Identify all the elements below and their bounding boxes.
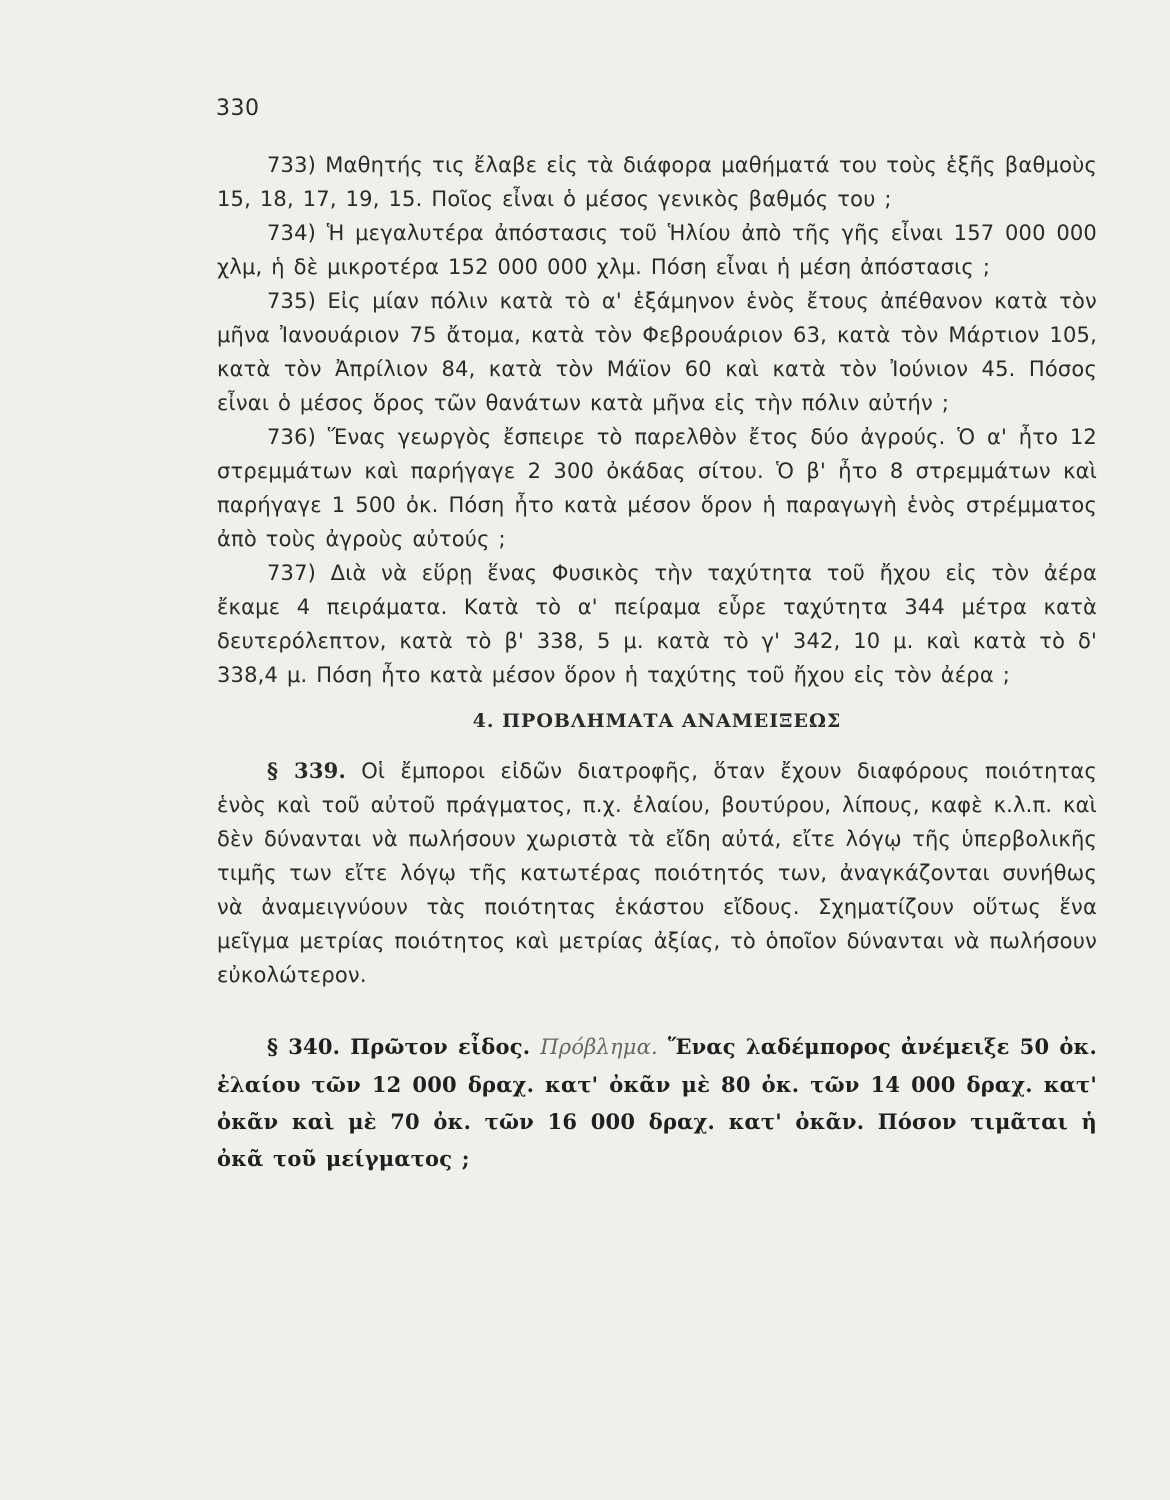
page-number: 330	[216, 96, 260, 121]
paragraph-339-text: Οἱ ἔμποροι εἰδῶν διατροφῆς, ὅταν ἔχουν διαφόρους ποιότητας ἑνὸς καὶ τοῦ αὐτοῦ πράγματος, π.χ. ἐλαίου, βουτύρου, λίπους, καφὲ κ.λ.π. καὶ δὲν δύνανται νὰ πωλήσουν χωριστὰ τὰ εἴδη αὐτά, εἴτε λόγῳ τῆς ὑπερβολικῆς τιμῆς των εἴτε λόγῳ τῆς κατωτέρας ποιότητός των, ἀναγκάζονται συνήθως νὰ ἀναμειγνύουν τὰς ποιότητας ἑκάστου εἴδους. Σχηματίζουν οὕτως ἕνα μεῖγμα μετρίας ποιότητος καὶ μετρίας ἀξίας, τὸ ὁποῖον δύνανται νὰ πωλήσουν εὐκολώτερον.	[217, 759, 1098, 987]
paragraph-340-title: Πρῶτον εἶδος.	[350, 1034, 531, 1059]
problem-734: 734) Ἡ μεγαλυτέρα ἀπόστασις τοῦ Ἡλίου ἀπὸ τῆς γῆς εἶναι 157 000 000 χλμ, ἡ δὲ μικροτέρα 152 000 000 χλμ. Πόση εἶναι ἡ μέση ἀπόστασις ;	[217, 221, 1097, 279]
page-content	[217, 148, 1097, 1177]
paragraph-340-text: Ἕνας λαδέμπορος ἀνέμειξε 50 ὀκ. ἐλαίου τῶν 12 000 δραχ. κατ' ὀκᾶν μὲ 80 ὀκ. τῶν 14 000 δραχ. κατ' ὀκᾶν καὶ μὲ 70 ὀκ. τῶν 16 000 δραχ. κατ' ὀκᾶν. Πόσον τιμᾶται ἡ ὀκᾶ τοῦ μείγματος ;	[217, 1034, 1098, 1171]
paragraph-340-problem-label: Πρόβλημα.	[540, 1035, 658, 1059]
paragraph-340-number: § 340.	[267, 1034, 341, 1059]
problem-733: 733) Μαθητής τις ἔλαβε εἰς τὰ διάφορα μαθήματά του τοὺς ἑξῆς βαθμοὺς 15, 18, 17, 19, 15. Ποῖος εἶναι ὁ μέσος γενικὸς βαθμός του ;	[217, 153, 1097, 211]
problem-735: 735) Εἰς μίαν πόλιν κατὰ τὸ α' ἑξάμηνον ἑνὸς ἔτους ἀπέθανον κατὰ τὸν μῆνα Ἰανουάριον 75 ἄτομα, κατὰ τὸν Φεβρουάριον 63, κατὰ τὸν Μάρτιον 105, κατὰ τὸν Ἀπρίλιον 84, κατὰ τὸν Μάϊον 60 καὶ κατὰ τὸν Ἰούνιον 45. Πόσος εἶναι ὁ μέσος ὅρος τῶν θανάτων κατὰ μῆνα εἰς τὴν πόλιν αὐτήν ;	[217, 289, 1097, 415]
paragraph-340	[217, 1028, 1097, 1177]
section-heading: 4. ΠΡΟΒΛΗΜΑΤΑ ΑΝΑΜΕΙΞΕΩΣ	[472, 710, 842, 732]
paragraph-339	[217, 754, 1097, 992]
problem-737: 737) Διὰ νὰ εὕρῃ ἕνας Φυσικὸς τὴν ταχύτητα τοῦ ἤχου εἰς τὸν ἀέρα ἔκαμε 4 πειράματα. Κατὰ τὸ α' πείραμα εὗρε ταχύτητα 344 μέτρα κατὰ δευτερόλεπτον, κατὰ τὸ β' 338, 5 μ. κατὰ τὸ γ' 342, 10 μ. καὶ κατὰ τὸ δ' 338,4 μ. Πόση ἦτο κατὰ μέσον ὅρον ἡ ταχύτης τοῦ ἤχου εἰς τὸν ἀέρα ;	[217, 561, 1097, 687]
paragraph-339-number: § 339.	[267, 758, 346, 783]
problem-736: 736) Ἕνας γεωργὸς ἔσπειρε τὸ παρελθὸν ἔτος δύο ἀγρούς. Ὁ α' ἦτο 12 στρεμμάτων καὶ παρήγαγε 2 300 ὀκάδας σίτου. Ὁ β' ἦτο 8 στρεμμάτων καὶ παρήγαγε 1 500 ὀκ. Πόση ἦτο κατὰ μέσον ὅρον ἡ παραγωγὴ ἑνὸς στρέμματος ἀπὸ τοὺς ἀγροὺς αὐτούς ;	[217, 425, 1097, 551]
